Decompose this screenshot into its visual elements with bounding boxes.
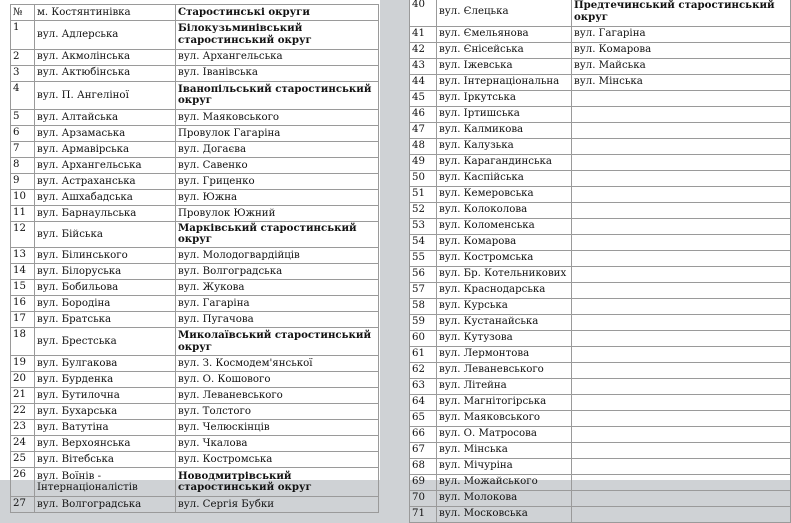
- table-row: [410, 490, 791, 506]
- street-name: вул. Літейна: [437, 378, 572, 394]
- street-name: вул. Комарова: [437, 234, 572, 250]
- table-row: [11, 222, 379, 248]
- table-row: [410, 234, 791, 250]
- street-name: вул. Ємельянова: [437, 26, 572, 42]
- district-street: вул. З. Космодем'янської: [176, 356, 379, 372]
- street-name: вул. Вітебська: [35, 452, 176, 468]
- table-row: [410, 42, 791, 58]
- street-name: вул. Кутузова: [437, 330, 572, 346]
- district-street: [572, 346, 791, 362]
- district-street: вул. Волгоградська: [176, 263, 379, 279]
- row-number: 19: [11, 356, 35, 372]
- row-number: 46: [410, 106, 437, 122]
- row-number: 10: [11, 190, 35, 206]
- row-number: 14: [11, 263, 35, 279]
- table-row: [410, 474, 791, 490]
- table-row: [11, 404, 379, 420]
- table-row: [410, 314, 791, 330]
- street-name: вул. Арзамаська: [35, 126, 176, 142]
- street-name: вул. Коломенська: [437, 218, 572, 234]
- row-number: 20: [11, 372, 35, 388]
- district-street: вул. Челюскінців: [176, 420, 379, 436]
- row-number: 12: [11, 222, 35, 248]
- street-name: вул. Армавірська: [35, 142, 176, 158]
- row-number: 47: [410, 122, 437, 138]
- street-name: вул. Леваневського: [437, 362, 572, 378]
- table-row: [410, 122, 791, 138]
- district-street: [572, 426, 791, 442]
- table-row: [11, 174, 379, 190]
- street-name: вул. Калмикова: [437, 122, 572, 138]
- table-row: [11, 247, 379, 263]
- street-name: вул. Воїнів - Інтернаціоналістів: [35, 468, 176, 497]
- row-number: 15: [11, 279, 35, 295]
- table-row: [410, 282, 791, 298]
- table-row: [410, 106, 791, 122]
- row-number: 62: [410, 362, 437, 378]
- row-number: 52: [410, 202, 437, 218]
- district-street: [572, 394, 791, 410]
- street-name: вул. Брестська: [35, 327, 176, 356]
- district-street: [572, 490, 791, 506]
- street-name: вул. Бутилочна: [35, 388, 176, 404]
- table-row: [410, 362, 791, 378]
- district-street: вул. Мінська: [572, 74, 791, 90]
- street-name: вул. Алтайська: [35, 110, 176, 126]
- district-street: вул. Маяковського: [176, 110, 379, 126]
- row-number: 50: [410, 170, 437, 186]
- district-street: [572, 90, 791, 106]
- row-number: 64: [410, 394, 437, 410]
- district-street: вул. Пугачова: [176, 311, 379, 327]
- row-number: 9: [11, 174, 35, 190]
- street-name: вул. Архангельська: [35, 158, 176, 174]
- row-number: 5: [11, 110, 35, 126]
- district-street: [572, 330, 791, 346]
- district-street: вул. Костромська: [176, 452, 379, 468]
- street-name: вул. Іжевська: [437, 58, 572, 74]
- district-street: вул. Гагаріна: [176, 295, 379, 311]
- district-heading: Миколаївський старостинський округ: [176, 327, 379, 356]
- district-street: вул. Догаєва: [176, 142, 379, 158]
- table-row: [410, 330, 791, 346]
- street-name: вул. П. Ангеліної: [35, 81, 176, 110]
- street-name: вул. Мінська: [437, 442, 572, 458]
- district-street: вул. Молодогвардійців: [176, 247, 379, 263]
- table-row: [11, 468, 379, 497]
- table-row: [11, 65, 379, 81]
- row-number: 57: [410, 282, 437, 298]
- row-number: 70: [410, 490, 437, 506]
- street-name: вул. Адлерська: [35, 21, 176, 50]
- street-name: вул. Карагандинська: [437, 154, 572, 170]
- table-row: [11, 295, 379, 311]
- row-number: 17: [11, 311, 35, 327]
- district-street: [572, 154, 791, 170]
- table-row: [410, 378, 791, 394]
- row-number: 51: [410, 186, 437, 202]
- district-street: вул. Сергія Бубки: [176, 496, 379, 512]
- row-number: 18: [11, 327, 35, 356]
- row-number: 71: [410, 506, 437, 522]
- row-number: 22: [11, 404, 35, 420]
- table-row: [11, 388, 379, 404]
- district-heading: Білокузьминівський старостинський округ: [176, 21, 379, 50]
- table-row: [11, 81, 379, 110]
- row-number: 2: [11, 49, 35, 65]
- district-street: вул. Комарова: [572, 42, 791, 58]
- street-name: вул. Єнісейська: [437, 42, 572, 58]
- table-row: [410, 90, 791, 106]
- table-row: [11, 206, 379, 222]
- street-name: вул. Бійська: [35, 222, 176, 248]
- district-street: вул. Майська: [572, 58, 791, 74]
- row-number: 27: [11, 496, 35, 512]
- row-number: 63: [410, 378, 437, 394]
- streets-table-right: [409, 0, 791, 523]
- row-number: 13: [11, 247, 35, 263]
- street-name: вул. Ватутіна: [35, 420, 176, 436]
- table-row: [410, 138, 791, 154]
- table-header-row: [11, 5, 379, 21]
- row-number: 23: [11, 420, 35, 436]
- district-street: [572, 458, 791, 474]
- table-row: [410, 298, 791, 314]
- district-street: вул. О. Кошового: [176, 372, 379, 388]
- table-row: [11, 327, 379, 356]
- table-row: [410, 442, 791, 458]
- street-name: вул. Московська: [437, 506, 572, 522]
- street-name: вул. Кемеровська: [437, 186, 572, 202]
- street-name: вул. Кустанайська: [437, 314, 572, 330]
- district-street: [572, 474, 791, 490]
- street-name: вул. Бобильова: [35, 279, 176, 295]
- district-street: вул. Южна: [176, 190, 379, 206]
- table-row: [11, 49, 379, 65]
- district-street: вул. Гриценко: [176, 174, 379, 190]
- table-row: [11, 372, 379, 388]
- street-name: вул. Іркутська: [437, 90, 572, 106]
- header-district: Старостинські округи: [176, 5, 379, 21]
- district-heading: Предтечинський старостинський округ: [572, 0, 791, 26]
- row-number: 1: [11, 21, 35, 50]
- district-street: [572, 266, 791, 282]
- table-row: [410, 426, 791, 442]
- table-row: [11, 190, 379, 206]
- street-name: вул. Білинського: [35, 247, 176, 263]
- district-street: вул. Толстого: [176, 404, 379, 420]
- district-street: [572, 506, 791, 522]
- table-row: [410, 250, 791, 266]
- district-street: [572, 282, 791, 298]
- district-street: [572, 170, 791, 186]
- street-name: вул. Молокова: [437, 490, 572, 506]
- street-name: вул. Іртишська: [437, 106, 572, 122]
- street-name: вул. Ашхабадська: [35, 190, 176, 206]
- table-row: [410, 0, 791, 26]
- row-number: 24: [11, 436, 35, 452]
- table-row: [410, 74, 791, 90]
- row-number: 68: [410, 458, 437, 474]
- table-row: [11, 263, 379, 279]
- street-name: вул. Маяковського: [437, 410, 572, 426]
- district-heading: Новодмитрівський старостинський округ: [176, 468, 379, 497]
- street-name: вул. Калузька: [437, 138, 572, 154]
- row-number: 45: [410, 90, 437, 106]
- street-name: вул. Костромська: [437, 250, 572, 266]
- table-row: [410, 458, 791, 474]
- street-name: вул. Лермонтова: [437, 346, 572, 362]
- table-row: [11, 126, 379, 142]
- street-name: вул. Інтернаціональна: [437, 74, 572, 90]
- district-street: вул. Іванівська: [176, 65, 379, 81]
- street-name: вул. Каспійська: [437, 170, 572, 186]
- district-street: [572, 442, 791, 458]
- table-row: [11, 420, 379, 436]
- district-street: [572, 186, 791, 202]
- table-row: [11, 356, 379, 372]
- street-name: вул. Актюбінська: [35, 65, 176, 81]
- table-row: [11, 142, 379, 158]
- streets-table-left: [10, 4, 379, 513]
- table-row: [410, 154, 791, 170]
- district-street: [572, 138, 791, 154]
- district-street: [572, 314, 791, 330]
- street-name: вул. Волгоградська: [35, 496, 176, 512]
- row-number: 41: [410, 26, 437, 42]
- district-street: [572, 298, 791, 314]
- table-row: [11, 279, 379, 295]
- row-number: 60: [410, 330, 437, 346]
- row-number: 11: [11, 206, 35, 222]
- row-number: 44: [410, 74, 437, 90]
- street-name: вул. Можайського: [437, 474, 572, 490]
- street-name: вул. Булгакова: [35, 356, 176, 372]
- district-street: вул. Архангельська: [176, 49, 379, 65]
- row-number: 25: [11, 452, 35, 468]
- row-number: 3: [11, 65, 35, 81]
- table-row: [11, 21, 379, 50]
- street-name: вул. Краснодарська: [437, 282, 572, 298]
- row-number: 26: [11, 468, 35, 497]
- street-name: вул. Білоруська: [35, 263, 176, 279]
- district-street: вул. Чкалова: [176, 436, 379, 452]
- street-name: вул. Бухарська: [35, 404, 176, 420]
- district-heading: Марківський старостинський округ: [176, 222, 379, 248]
- district-street: [572, 106, 791, 122]
- row-number: 7: [11, 142, 35, 158]
- table-row: [410, 202, 791, 218]
- table-row: [11, 311, 379, 327]
- street-name: вул. Мічуріна: [437, 458, 572, 474]
- table-row: [11, 436, 379, 452]
- row-number: 66: [410, 426, 437, 442]
- row-number: 43: [410, 58, 437, 74]
- street-name: вул. Бр. Котельникових: [437, 266, 572, 282]
- table-row: [410, 26, 791, 42]
- table-row: [410, 410, 791, 426]
- header-city: м. Костянтинівка: [35, 5, 176, 21]
- row-number: 61: [410, 346, 437, 362]
- row-number: 42: [410, 42, 437, 58]
- table-row: [410, 506, 791, 522]
- row-number: 69: [410, 474, 437, 490]
- district-street: [572, 362, 791, 378]
- row-number: 49: [410, 154, 437, 170]
- district-street: [572, 250, 791, 266]
- street-name: вул. Магнітогірська: [437, 394, 572, 410]
- district-street: Провулок Южний: [176, 206, 379, 222]
- document-page-left: [0, 0, 380, 510]
- table-row: [410, 266, 791, 282]
- district-street: [572, 378, 791, 394]
- row-number: 53: [410, 218, 437, 234]
- street-name: вул. Курська: [437, 298, 572, 314]
- street-name: вул. Братська: [35, 311, 176, 327]
- row-number: 55: [410, 250, 437, 266]
- row-number: 67: [410, 442, 437, 458]
- district-street: вул. Гагаріна: [572, 26, 791, 42]
- street-name: вул. Бурденка: [35, 372, 176, 388]
- district-street: [572, 410, 791, 426]
- row-number: 59: [410, 314, 437, 330]
- row-number: 6: [11, 126, 35, 142]
- document-page-right: [409, 0, 790, 520]
- street-name: вул. Барнаульська: [35, 206, 176, 222]
- row-number: 65: [410, 410, 437, 426]
- table-row: [11, 452, 379, 468]
- district-street: вул. Жукова: [176, 279, 379, 295]
- table-row: [11, 158, 379, 174]
- row-number: 21: [11, 388, 35, 404]
- district-street: Провулок Гагаріна: [176, 126, 379, 142]
- table-row: [410, 186, 791, 202]
- district-street: [572, 234, 791, 250]
- table-row: [410, 218, 791, 234]
- row-number: 16: [11, 295, 35, 311]
- row-number: 8: [11, 158, 35, 174]
- district-heading: Іванопільський старостинський округ: [176, 81, 379, 110]
- header-number: №: [11, 5, 35, 21]
- district-street: [572, 122, 791, 138]
- street-name: вул. Верхоянська: [35, 436, 176, 452]
- street-name: вул. Акмолінська: [35, 49, 176, 65]
- street-name: вул. О. Матросова: [437, 426, 572, 442]
- row-number: 54: [410, 234, 437, 250]
- district-street: вул. Савенко: [176, 158, 379, 174]
- table-row: [410, 394, 791, 410]
- street-name: вул. Єлецька: [437, 0, 572, 26]
- table-row: [410, 58, 791, 74]
- table-row: [11, 110, 379, 126]
- table-row: [11, 496, 379, 512]
- street-name: вул. Колоколова: [437, 202, 572, 218]
- street-name: вул. Астраханська: [35, 174, 176, 190]
- table-row: [410, 346, 791, 362]
- street-name: вул. Бородіна: [35, 295, 176, 311]
- table-row: [410, 170, 791, 186]
- row-number: 40: [410, 0, 437, 26]
- district-street: [572, 202, 791, 218]
- row-number: 48: [410, 138, 437, 154]
- row-number: 4: [11, 81, 35, 110]
- row-number: 56: [410, 266, 437, 282]
- district-street: вул. Леваневського: [176, 388, 379, 404]
- district-street: [572, 218, 791, 234]
- row-number: 58: [410, 298, 437, 314]
